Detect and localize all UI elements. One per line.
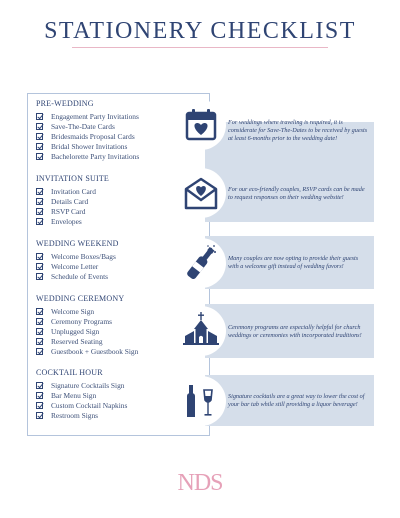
item-label: Engagement Party Invitations bbox=[51, 111, 139, 121]
item-label: Invitation Card bbox=[51, 186, 96, 196]
checklist-item[interactable] bbox=[36, 131, 139, 141]
checklist-item[interactable] bbox=[36, 347, 138, 357]
item-label: Bridal Shower Invitations bbox=[51, 142, 128, 152]
checklist-item[interactable] bbox=[36, 121, 139, 131]
item-label: Restroom Signs bbox=[51, 411, 99, 421]
item-label: Reserved Seating bbox=[51, 337, 103, 347]
checkbox-checked[interactable] bbox=[36, 133, 43, 140]
item-label: RSVP Card bbox=[51, 206, 86, 216]
checkbox-checked[interactable] bbox=[36, 273, 43, 280]
checklist-item[interactable] bbox=[36, 206, 109, 216]
checkbox-checked[interactable] bbox=[36, 218, 43, 225]
checkbox-checked[interactable] bbox=[36, 338, 43, 345]
item-label: Bridesmaids Proposal Cards bbox=[51, 131, 135, 141]
checklist-item[interactable] bbox=[36, 111, 139, 121]
item-label: Envelopes bbox=[51, 217, 82, 227]
item-label: Schedule of Events bbox=[51, 271, 109, 281]
section-title: PRE-WEDDING bbox=[36, 99, 94, 108]
checkbox-checked[interactable] bbox=[36, 392, 43, 399]
checklist-item[interactable] bbox=[36, 411, 127, 421]
item-label: Welcome Boxes/Bags bbox=[51, 251, 116, 261]
section-wedding-weekend bbox=[36, 239, 119, 282]
checkbox-checked[interactable] bbox=[36, 253, 43, 260]
tip-text-2: For our eco-friendly couples, RSVP cards can be made to request responses on their wedding website! bbox=[228, 186, 365, 201]
tip-text-5: Signature cocktails are a great way to lower the cost of your bar tab while still providing a liquor beverage! bbox=[228, 393, 365, 408]
section-title: COCKTAIL HOUR bbox=[36, 368, 103, 377]
checklist-item[interactable] bbox=[36, 261, 119, 271]
checkbox-checked[interactable] bbox=[36, 188, 43, 195]
section-title: INVITATION SUITE bbox=[36, 174, 109, 183]
checklist-item[interactable] bbox=[36, 390, 127, 400]
checklist-item[interactable] bbox=[36, 337, 138, 347]
section-wedding-ceremony bbox=[36, 294, 138, 357]
checklist-item[interactable] bbox=[36, 316, 138, 326]
checklist-item[interactable] bbox=[36, 152, 139, 162]
checkbox-checked[interactable] bbox=[36, 318, 43, 325]
section-pre-wedding bbox=[36, 99, 139, 162]
tip-text-4: Ceremony programs are especially helpful for church weddings or ceremonies with incorporated traditions! bbox=[228, 324, 362, 339]
checklist-item[interactable] bbox=[36, 380, 127, 390]
page-title: STATIONERY CHECKLIST bbox=[44, 18, 356, 44]
item-label: Save-The-Date Cards bbox=[51, 121, 115, 131]
checklist-item[interactable] bbox=[36, 251, 119, 261]
brand-logo: NDS bbox=[177, 470, 223, 496]
item-label: Guestbook + Guestbook Sign bbox=[51, 347, 139, 357]
checkbox-checked[interactable] bbox=[36, 113, 43, 120]
checklist-item[interactable] bbox=[36, 400, 127, 410]
checkbox-checked[interactable] bbox=[36, 308, 43, 315]
item-label: Welcome Sign bbox=[51, 306, 95, 316]
checklist-item[interactable] bbox=[36, 186, 109, 196]
item-label: Ceremony Programs bbox=[51, 316, 112, 326]
item-label: Details Card bbox=[51, 196, 89, 206]
calendar-heart-icon bbox=[180, 104, 222, 146]
checkbox-checked[interactable] bbox=[36, 402, 43, 409]
checkbox-checked[interactable] bbox=[36, 412, 43, 419]
title-divider bbox=[72, 47, 328, 48]
section-cocktail-hour bbox=[36, 368, 127, 421]
checkbox-checked[interactable] bbox=[36, 382, 43, 389]
tip-text-1: For weddings where traveling is required, it is considerate for Save-The-Dates to be received by guests at least 6-months prior to the wedding date! bbox=[228, 119, 368, 142]
checklist-item[interactable] bbox=[36, 326, 138, 336]
champagne-glasses-icon bbox=[180, 380, 222, 422]
checkbox-checked[interactable] bbox=[36, 198, 43, 205]
tip-text-3: Many couples are now opting to provide their guests with a welcome gift instead of wedding favors! bbox=[228, 255, 359, 270]
checklist-item[interactable] bbox=[36, 306, 138, 316]
item-label: Custom Cocktail Napkins bbox=[51, 400, 128, 410]
section-title: WEDDING WEEKEND bbox=[36, 239, 119, 248]
champagne-bottle-icon bbox=[180, 242, 222, 284]
checkbox-checked[interactable] bbox=[36, 328, 43, 335]
checkbox-checked[interactable] bbox=[36, 208, 43, 215]
item-label: Signature Cocktails Sign bbox=[51, 380, 125, 390]
checklist-item[interactable] bbox=[36, 217, 109, 227]
checklist-item[interactable] bbox=[36, 271, 119, 281]
chapel-icon bbox=[180, 309, 222, 351]
item-label: Bar Menu Sign bbox=[51, 390, 97, 400]
item-label: Unplugged Sign bbox=[51, 326, 100, 336]
checkbox-checked[interactable] bbox=[36, 263, 43, 270]
checkbox-checked[interactable] bbox=[36, 143, 43, 150]
checklist-item[interactable] bbox=[36, 196, 109, 206]
checkbox-checked[interactable] bbox=[36, 348, 43, 355]
section-title: WEDDING CEREMONY bbox=[36, 294, 125, 303]
checkbox-checked[interactable] bbox=[36, 153, 43, 160]
checkbox-checked[interactable] bbox=[36, 123, 43, 130]
item-label: Bachelorette Party Invitations bbox=[51, 152, 140, 162]
item-label: Welcome Letter bbox=[51, 261, 99, 271]
envelope-heart-icon bbox=[180, 172, 222, 214]
checklist-item[interactable] bbox=[36, 142, 139, 152]
section-invitation-suite bbox=[36, 174, 109, 227]
